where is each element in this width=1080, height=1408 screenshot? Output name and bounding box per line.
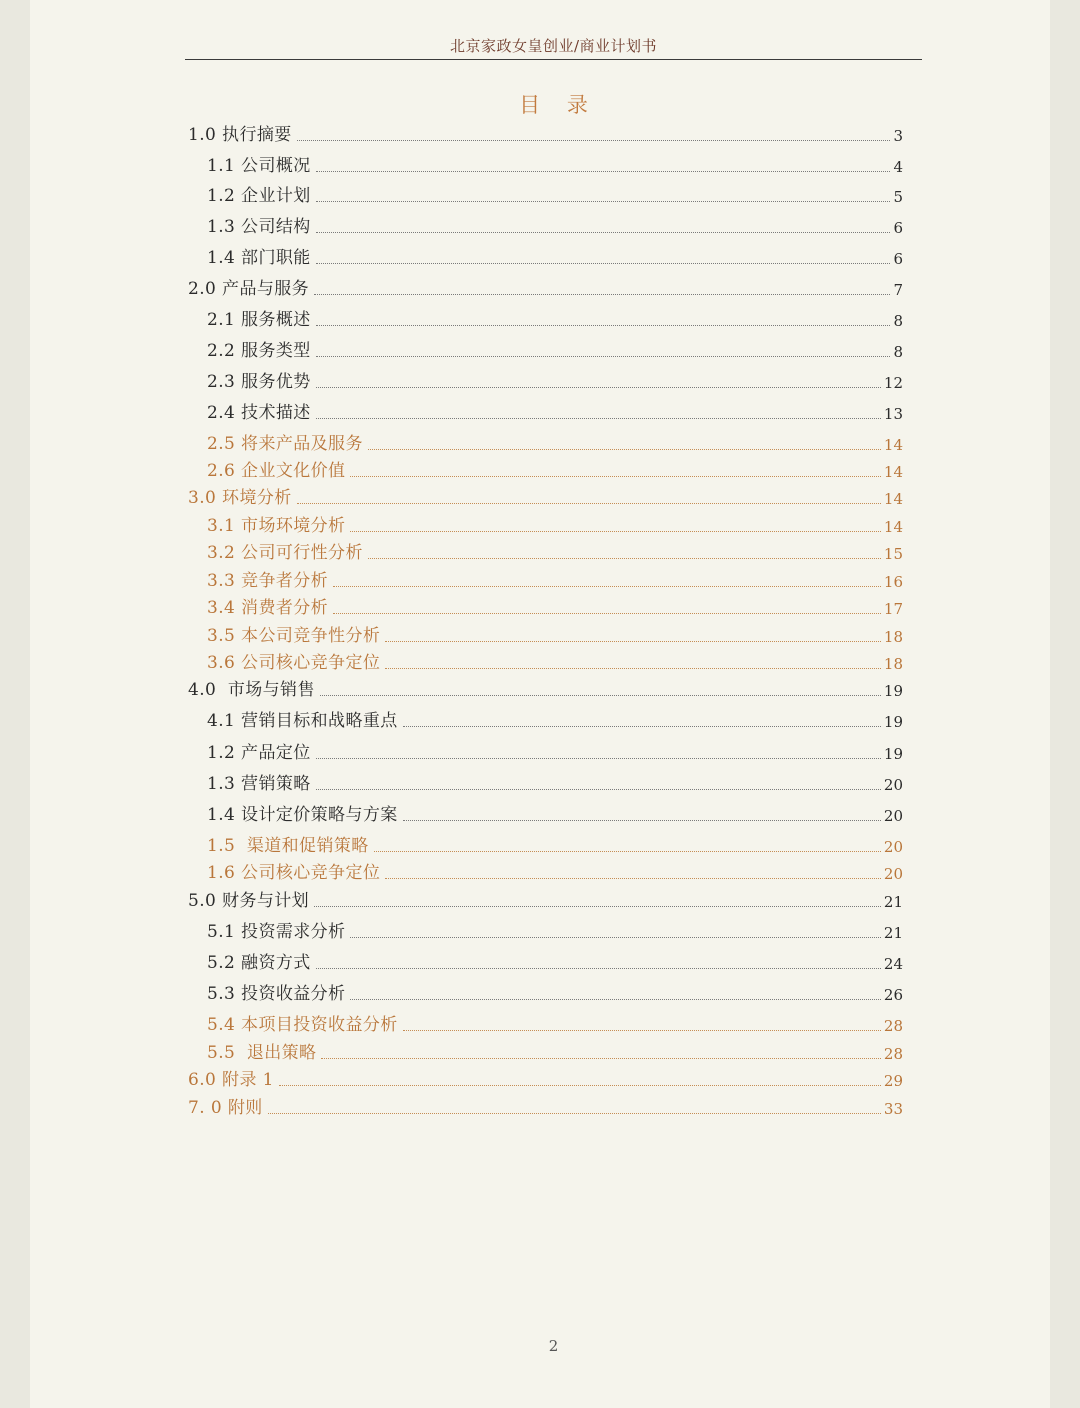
page-number: 2 (548, 1337, 559, 1355)
toc-entry-label: 4.1 营销目标和战略重点 (207, 711, 398, 731)
toc-entry (188, 675, 903, 701)
toc-entry (207, 858, 903, 884)
toc-entry-label: 5.4 本项目投资收益分析 (207, 1015, 398, 1035)
toc-dot-leader (385, 878, 881, 879)
toc-entry-page: 20 (883, 776, 903, 794)
toc-dot-leader (279, 1085, 881, 1086)
toc-entry-page: 15 (883, 545, 903, 563)
toc-entry (207, 800, 903, 826)
toc-entry-label: 5.1 投资需求分析 (207, 922, 346, 942)
toc-entry-page: 5 (893, 188, 903, 206)
toc-entry (207, 336, 903, 362)
toc-dot-leader (316, 387, 881, 388)
toc-entry-label: 1.3 营销策略 (207, 774, 311, 794)
running-header: 北京家政女皇创业/商业计划书 (449, 37, 658, 55)
toc-entry-label: 1.5 渠道和促销策略 (207, 836, 369, 856)
toc-entry (207, 151, 903, 177)
toc-dot-leader (316, 201, 890, 202)
document-page (30, 0, 1050, 1408)
toc-entry-page: 21 (883, 893, 903, 911)
toc-entry-page: 19 (883, 682, 903, 700)
toc-dot-leader (403, 726, 881, 727)
toc-entry-label: 3.0 环境分析 (188, 488, 292, 508)
toc-entry-label: 1.3 公司结构 (207, 217, 311, 237)
toc-dot-leader (316, 232, 890, 233)
toc-entry-label: 1.1 公司概况 (207, 156, 311, 176)
toc-dot-leader (403, 820, 881, 821)
toc-dot-leader (316, 171, 890, 172)
toc-dot-leader (350, 937, 880, 938)
toc-entry (207, 769, 903, 795)
toc-dot-leader (297, 503, 881, 504)
toc-dot-leader (268, 1113, 881, 1114)
toc-dot-leader (316, 789, 881, 790)
toc-entry-page: 26 (883, 986, 903, 1004)
toc-entry (207, 917, 903, 943)
toc-entry-label: 7. 0 附则 (188, 1098, 263, 1118)
toc-entry-label: 3.6 公司核心竞争定位 (207, 653, 381, 673)
toc-entry-label: 3.1 市场环境分析 (207, 516, 346, 536)
toc-entry-label: 3.5 本公司竞争性分析 (207, 626, 381, 646)
toc-entry (188, 886, 903, 912)
toc-entry-label: 1.6 公司核心竞争定位 (207, 863, 381, 883)
toc-entry (207, 706, 903, 732)
toc-dot-leader (316, 325, 890, 326)
toc-entry-label: 1.0 执行摘要 (188, 125, 292, 145)
toc-entry-label: 3.2 公司可行性分析 (207, 543, 363, 563)
toc-entry-page: 20 (883, 807, 903, 825)
toc-entry-label: 1.2 企业计划 (207, 186, 311, 206)
toc-dot-leader (321, 1058, 880, 1059)
toc-entry-label: 1.2 产品定位 (207, 743, 311, 763)
toc-entry (207, 621, 903, 647)
toc-dot-leader (297, 140, 890, 141)
toc-dot-leader (350, 999, 880, 1000)
toc-entry-label: 1.4 设计定价策略与方案 (207, 805, 398, 825)
toc-entry-label: 4.0 市场与销售 (188, 680, 315, 700)
toc-entry-page: 16 (883, 573, 903, 591)
toc-entry-page: 8 (893, 312, 903, 330)
toc-entry-page: 4 (893, 158, 903, 176)
toc-entry (207, 648, 903, 674)
toc-entry (207, 367, 903, 393)
toc-dot-leader (333, 586, 881, 587)
toc-entry (207, 948, 903, 974)
toc-title: 目 录 (519, 93, 588, 117)
toc-entry (207, 429, 903, 455)
toc-entry-page: 21 (883, 924, 903, 942)
toc-entry-page: 28 (883, 1045, 903, 1063)
toc-entry-page: 12 (883, 374, 903, 392)
toc-entry (207, 593, 903, 619)
toc-entry (207, 456, 903, 482)
toc-entry-label: 2.0 产品与服务 (188, 279, 310, 299)
toc-entry-label: 5.0 财务与计划 (188, 891, 310, 911)
toc-entry-page: 6 (893, 250, 903, 268)
toc-entry (188, 483, 903, 509)
toc-entry (207, 1010, 903, 1036)
toc-entry-page: 20 (883, 838, 903, 856)
toc-entry-label: 5.3 投资收益分析 (207, 984, 346, 1004)
toc-entry-label: 2.1 服务概述 (207, 310, 311, 330)
toc-entry-label: 3.3 竞争者分析 (207, 571, 329, 591)
toc-entry-page: 24 (883, 955, 903, 973)
toc-entry (207, 831, 903, 857)
toc-entry-page: 3 (893, 127, 903, 145)
toc-entry-page: 14 (883, 490, 903, 508)
toc-entry (188, 1093, 903, 1119)
toc-entry (207, 1038, 903, 1064)
toc-entry-page: 14 (883, 518, 903, 536)
toc-dot-leader (316, 968, 881, 969)
toc-entry-page: 7 (893, 281, 903, 299)
toc-entry-page: 19 (883, 713, 903, 731)
toc-dot-leader (385, 668, 881, 669)
toc-entry (207, 305, 903, 331)
toc-entry-page: 28 (883, 1017, 903, 1035)
toc-dot-leader (333, 613, 881, 614)
toc-dot-leader (403, 1030, 881, 1031)
toc-entry-label: 5.2 融资方式 (207, 953, 311, 973)
toc-entry (207, 738, 903, 764)
toc-dot-leader (316, 263, 890, 264)
toc-entry-page: 14 (883, 436, 903, 454)
toc-entry-label: 2.5 将来产品及服务 (207, 434, 363, 454)
toc-dot-leader (314, 906, 881, 907)
toc-entry-page: 19 (883, 745, 903, 763)
toc-entry-page: 13 (883, 405, 903, 423)
toc-entry-page: 6 (893, 219, 903, 237)
toc-entry (207, 212, 903, 238)
toc-entry (207, 243, 903, 269)
toc-entry (207, 566, 903, 592)
toc-entry-page: 8 (893, 343, 903, 361)
toc-dot-leader (350, 531, 880, 532)
toc-dot-leader (385, 641, 881, 642)
toc-entry (207, 511, 903, 537)
toc-entry (207, 398, 903, 424)
toc-dot-leader (320, 695, 881, 696)
toc-entry (207, 979, 903, 1005)
toc-dot-leader (374, 851, 881, 852)
toc-dot-leader (316, 418, 881, 419)
toc-entry (207, 181, 903, 207)
toc-entry-page: 20 (883, 865, 903, 883)
toc-entry-label: 2.3 服务优势 (207, 372, 311, 392)
toc-entry (188, 1065, 903, 1091)
toc-dot-leader (350, 476, 880, 477)
toc-entry-page: 18 (883, 628, 903, 646)
toc-dot-leader (314, 294, 890, 295)
toc-entry-label: 2.4 技术描述 (207, 403, 311, 423)
toc-entry-page: 14 (883, 463, 903, 481)
toc-dot-leader (368, 558, 881, 559)
toc-entry-label: 3.4 消费者分析 (207, 598, 329, 618)
toc-entry-label: 5.5 退出策略 (207, 1043, 317, 1063)
toc-dot-leader (368, 449, 881, 450)
toc-entry (188, 120, 903, 146)
toc-entry-label: 2.2 服务类型 (207, 341, 311, 361)
toc-dot-leader (316, 356, 890, 357)
toc-entry-label: 6.0 附录 1 (188, 1070, 274, 1090)
toc-entry-page: 29 (883, 1072, 903, 1090)
toc-entry (207, 538, 903, 564)
toc-entry (188, 274, 903, 300)
table-of-contents (30, 0, 1050, 1200)
toc-dot-leader (316, 758, 881, 759)
toc-entry-page: 33 (883, 1100, 903, 1118)
toc-entry-page: 17 (883, 600, 903, 618)
toc-entry-label: 1.4 部门职能 (207, 248, 311, 268)
toc-entry-label: 2.6 企业文化价值 (207, 461, 346, 481)
toc-entry-page: 18 (883, 655, 903, 673)
